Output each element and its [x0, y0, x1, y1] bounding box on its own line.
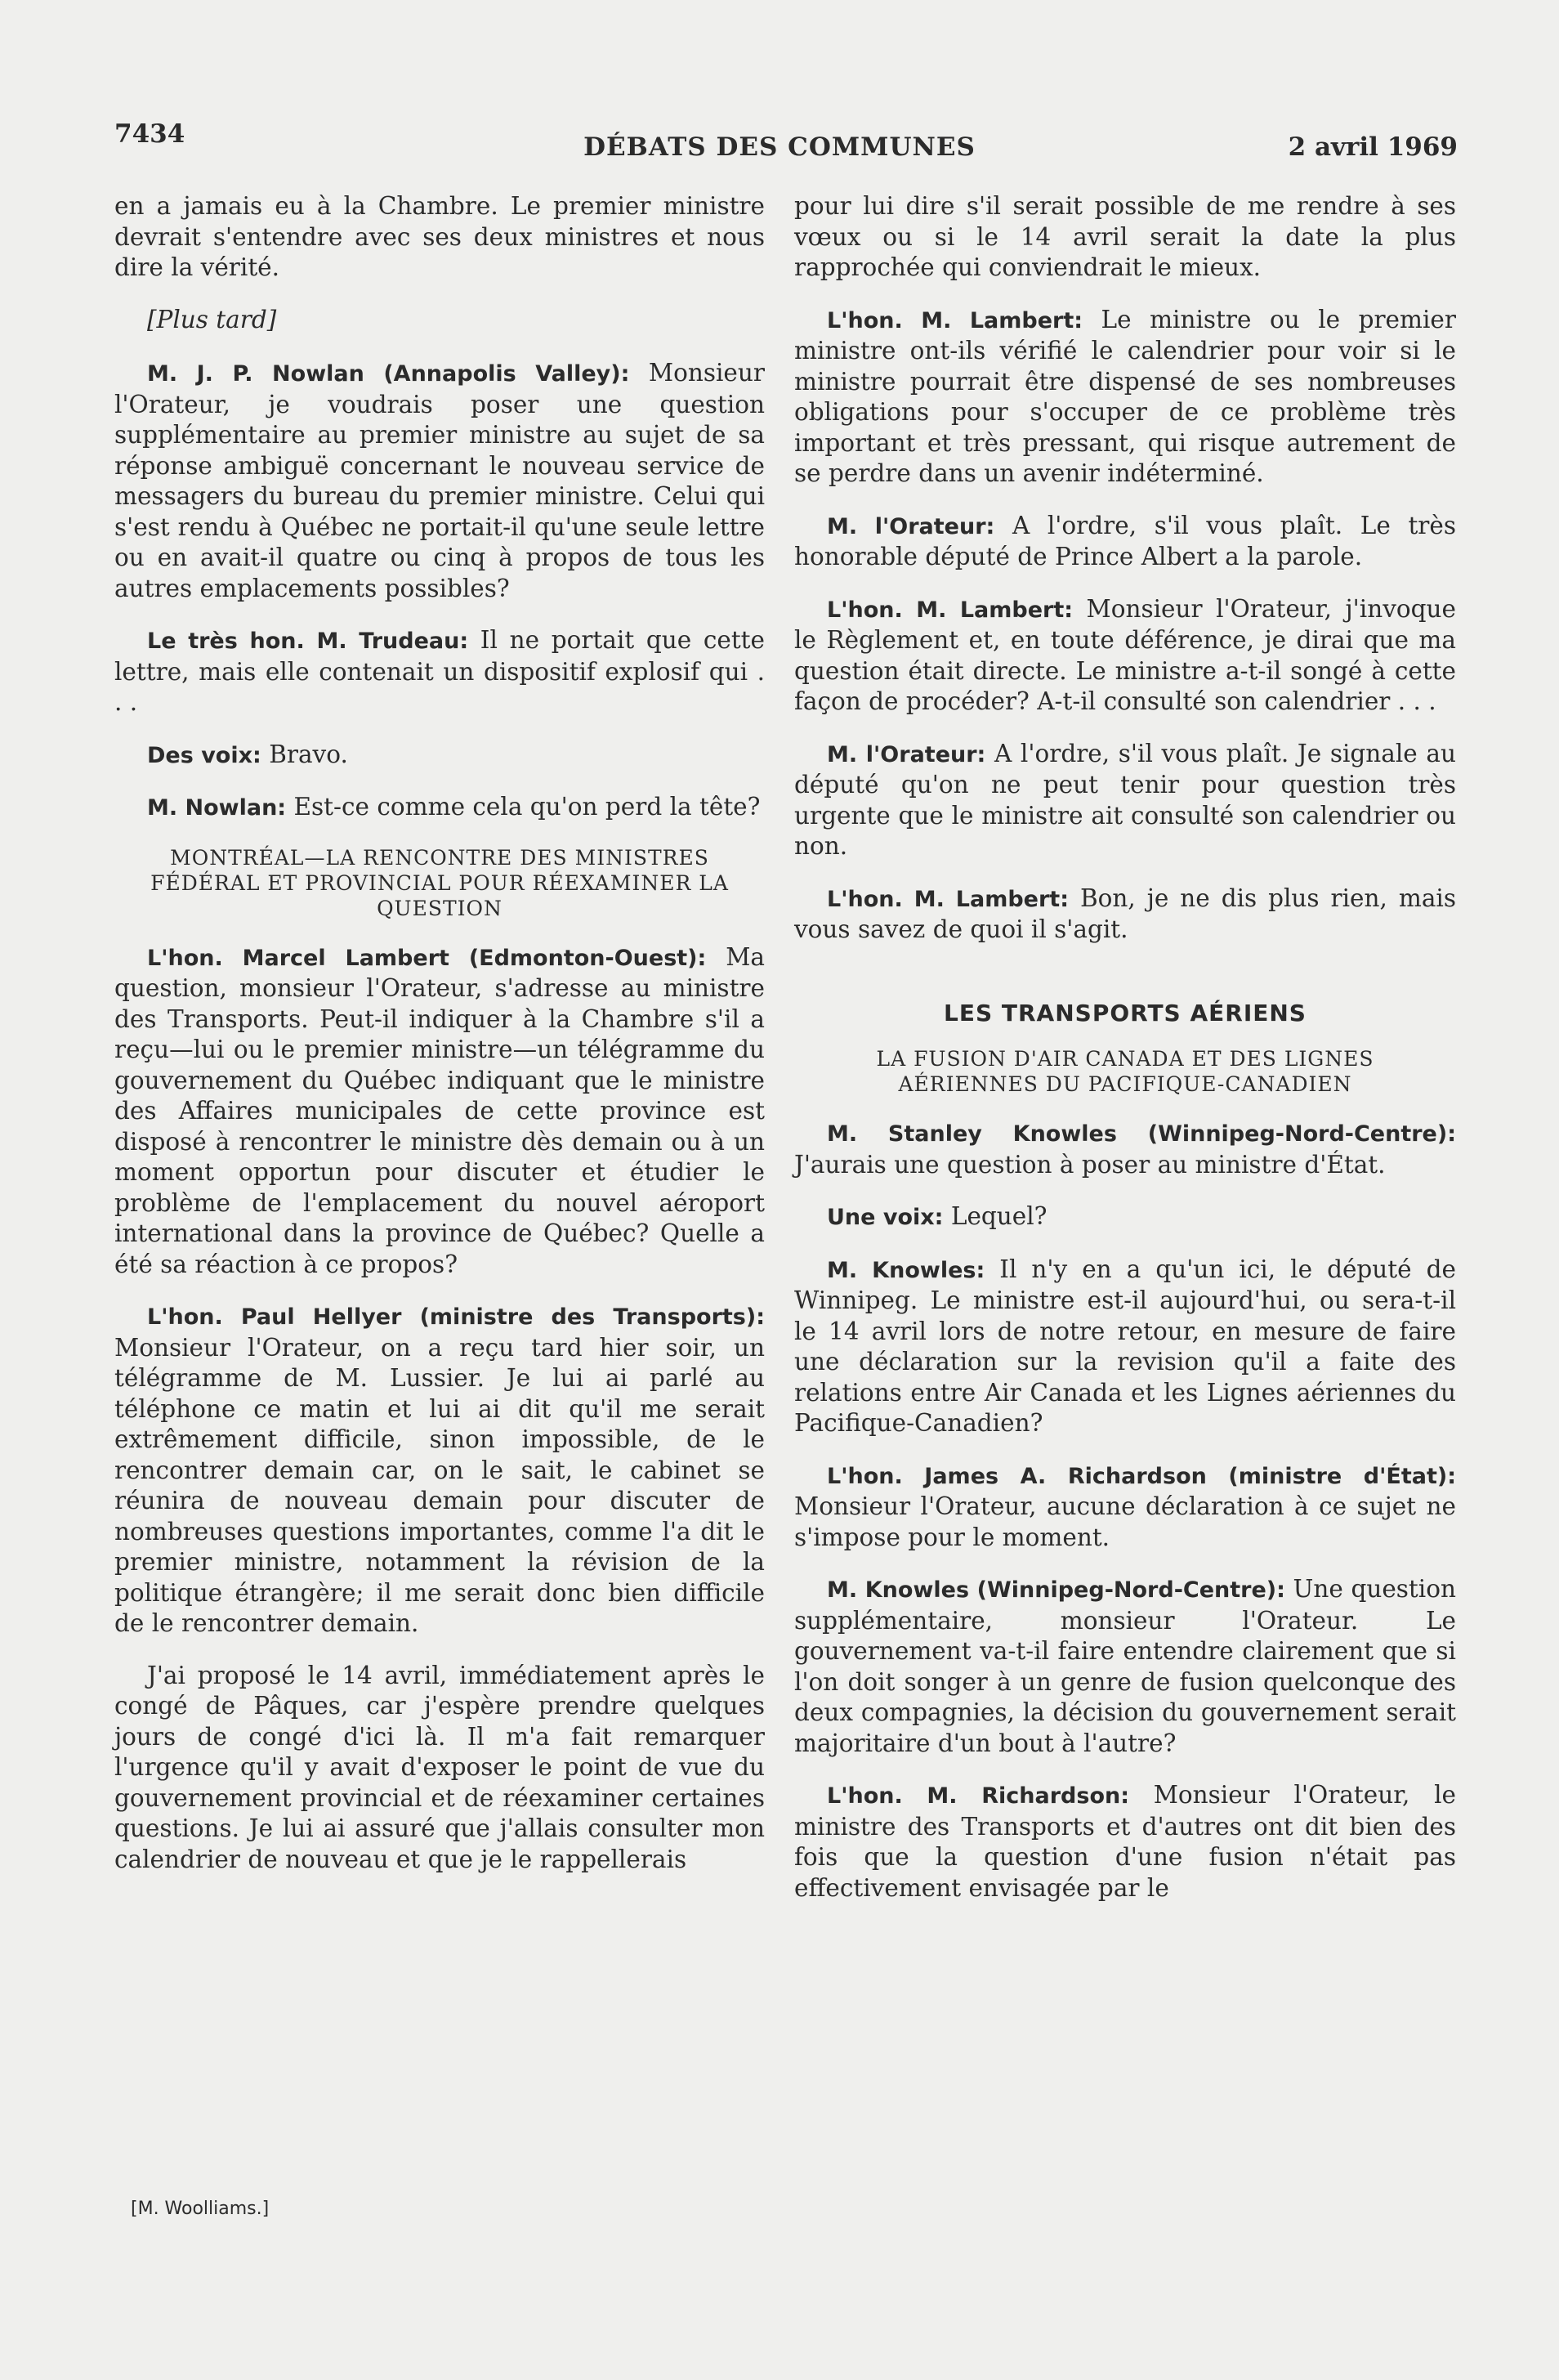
section-heading: LES TRANSPORTS AÉRIENS	[944, 999, 1307, 1027]
paragraph: M. Nowlan: Est-ce comme cela qu'on perd la tête?	[147, 793, 761, 821]
page-date: 2 avril 1969	[1288, 132, 1458, 162]
paragraph: M. Knowles: Il n'y en a qu'un ici, le député de Winnipeg. Le ministre est-il aujourd'hui, ou sera-t-il le 14 avril lors de notre retour, en mesure de faire une déclaration sur la revision qu'il a faite des relations entre Air Canada et les Lignes aériennes du Pacifique-Canadien?	[794, 1255, 1456, 1437]
paragraph: Des voix: Bravo.	[147, 740, 348, 768]
speaker: Des voix:	[147, 742, 261, 768]
paragraph: L'hon. Marcel Lambert (Edmonton-Ouest): Ma question, monsieur l'Orateur, s'adresse au ministre des Transports. Peut-il indiquer à la Chambre s'il a reçu—lui ou le premier ministre—un télégramme du gouvernement du Québec indiquant que le ministre des Affaires municipales de cette province est disposé à rencontrer le ministre dès demain ou à un moment opportun pour discuter et étudier le problème de l'emplacement du nouvel aéroport international dans la province de Québec? Quelle a été sa réaction à ce propos?	[114, 942, 765, 1278]
paragraph: J'ai proposé le 14 avril, immédiatement après le congé de Pâques, car j'espère prendre quelques jours de congé d'ici là. Il m'a fait remarquer l'urgence qu'il y avait d'exposer le point de vue du gouvernement provincial et de réexaminer certaines questions. Je lui ai assuré que j'allais consulter mon calendrier de nouveau et que je le rappellerais	[114, 1661, 765, 1873]
paragraph: Une voix: Lequel?	[827, 1202, 1048, 1230]
paragraph: M. Stanley Knowles (Winnipeg-Nord-Centre): J'aurais une question à poser au ministre d'État.	[794, 1121, 1456, 1179]
paragraph: M. J. P. Nowlan (Annapolis Valley): Monsieur l'Orateur, je voudrais poser une question supplémentaire au premier ministre au sujet de sa réponse ambiguë concernant le nouveau service de messagers du bureau du premier ministre. Celui qui s'est rendu à Québec ne portait-il qu'une seule lettre ou en avait-il quatre ou cinq à propos de tous les autres emplacements possibles?	[114, 359, 765, 602]
right-column	[794, 191, 1456, 1925]
section-subheading: LA FUSION D'AIR CANADA ET DES LIGNES AÉRIENNES DU PACIFIQUE-CANADIEN	[876, 1047, 1374, 1096]
speaker: Le très hon. M. Trudeau:	[147, 629, 469, 654]
speaker: L'hon. M. Lambert:	[827, 307, 1083, 333]
speaker: L'hon. Marcel Lambert (Edmonton-Ouest):	[147, 945, 707, 971]
speaker: Une voix:	[827, 1205, 944, 1230]
speaker: M. J. P. Nowlan (Annapolis Valley):	[147, 361, 630, 387]
paragraph: L'hon. Paul Hellyer (ministre des Transports): Monsieur l'Orateur, on a reçu tard hier soir, un télégramme de M. Lussier. Je lui ai parlé au téléphone ce matin et lui ai dit qu'il me serait extrêmement difficile, sinon impossible, de le rencontrer demain car, on le sait, le cabinet se réunira de nouveau demain pour discuter de nombreuses questions importantes, comme l'a dit le premier ministre, notamment la révision de la politique étrangère; il me serait donc bien difficile de le rencontrer demain.	[114, 1304, 765, 1637]
paragraph: L'hon. M. Lambert: Monsieur l'Orateur, j'invoque le Règlement et, en toute déférence, je dirai que ma question était directe. Le ministre a-t-il songé à cette façon de procéder? A-t-il consulté son calendrier . . .	[794, 594, 1456, 715]
left-column	[114, 191, 765, 1896]
speaker: M. Nowlan:	[147, 795, 287, 821]
paragraph: M. Knowles (Winnipeg-Nord-Centre): Une question supplémentaire, monsieur l'Orateur. Le gouvernement va-t-il faire entendre clairement que si l'on doit songer à un genre de fusion quelconque des deux compagnies, la décision du gouvernement serait majoritaire d'un bout à l'autre?	[794, 1575, 1456, 1757]
speaker: M. l'Orateur:	[827, 741, 986, 767]
paragraph: M. l'Orateur: A l'ordre, s'il vous plaît. Je signale au député qu'on ne peut tenir pour question très urgente que le ministre ait consulté son calendrier ou non.	[794, 739, 1456, 860]
speaker: M. l'Orateur:	[827, 513, 995, 539]
paragraph: L'hon. M. Lambert: Le ministre ou le premier ministre ont-ils vérifié le calendrier pour voir si le ministre pourrait être dispensé de ses nombreuses obligations pour s'occuper de ce problème très important et très pressant, qui risque autrement de se perdre dans un avenir indéterminé.	[794, 305, 1456, 487]
speaker: M. Knowles (Winnipeg-Nord-Centre):	[827, 1577, 1285, 1603]
paragraph: pour lui dire s'il serait possible de me rendre à ses vœux ou si le 14 avril serait la date la plus rapprochée qui conviendrait le mieux.	[794, 192, 1456, 281]
paragraph: en a jamais eu à la Chambre. Le premier ministre devrait s'entendre avec ses deux ministres et nous dire la vérité.	[114, 192, 765, 281]
speaker: M. Stanley Knowles (Winnipeg-Nord-Centre):	[827, 1121, 1456, 1147]
paragraph: L'hon. James A. Richardson (ministre d'État): Monsieur l'Orateur, aucune déclaration à ce sujet ne s'impose pour le moment.	[794, 1463, 1456, 1551]
paragraph: L'hon. M. Lambert: Bon, je ne dis plus rien, mais vous savez de quoi il s'agit.	[794, 884, 1456, 943]
paragraph: Le très hon. M. Trudeau: Il ne portait que cette lettre, mais elle contenait un dispositif explosif qui . . .	[114, 626, 765, 716]
page-header	[0, 114, 1559, 163]
footer-note: [M. Woolliams.]	[131, 2199, 270, 2219]
page-title: DÉBATS DES COMMUNES	[583, 132, 976, 162]
paragraph: M. l'Orateur: A l'ordre, s'il vous plaît. Le très honorable député de Prince Albert a la parole.	[794, 511, 1456, 570]
stage-direction: [Plus tard]	[147, 305, 277, 333]
speaker: L'hon. James A. Richardson (ministre d'État):	[827, 1463, 1456, 1489]
speaker: M. Knowles:	[827, 1257, 985, 1283]
speaker: L'hon. M. Lambert:	[827, 886, 1070, 912]
speaker: L'hon. Paul Hellyer (ministre des Transports):	[147, 1304, 765, 1330]
speaker: L'hon. M. Lambert:	[827, 597, 1074, 623]
section-subheading: MONTRÉAL—LA RENCONTRE DES MINISTRES FÉDÉRAL ET PROVINCIAL POUR RÉEXAMINER LA QUESTION	[150, 845, 729, 920]
speaker: L'hon. M. Richardson:	[827, 1783, 1130, 1809]
paragraph: L'hon. M. Richardson: Monsieur l'Orateur, le ministre des Transports et d'autres ont dit bien des fois que la question d'une fusion n'était pas effectivement envisagée par le	[794, 1781, 1456, 1902]
page-number: 7434	[114, 119, 185, 149]
